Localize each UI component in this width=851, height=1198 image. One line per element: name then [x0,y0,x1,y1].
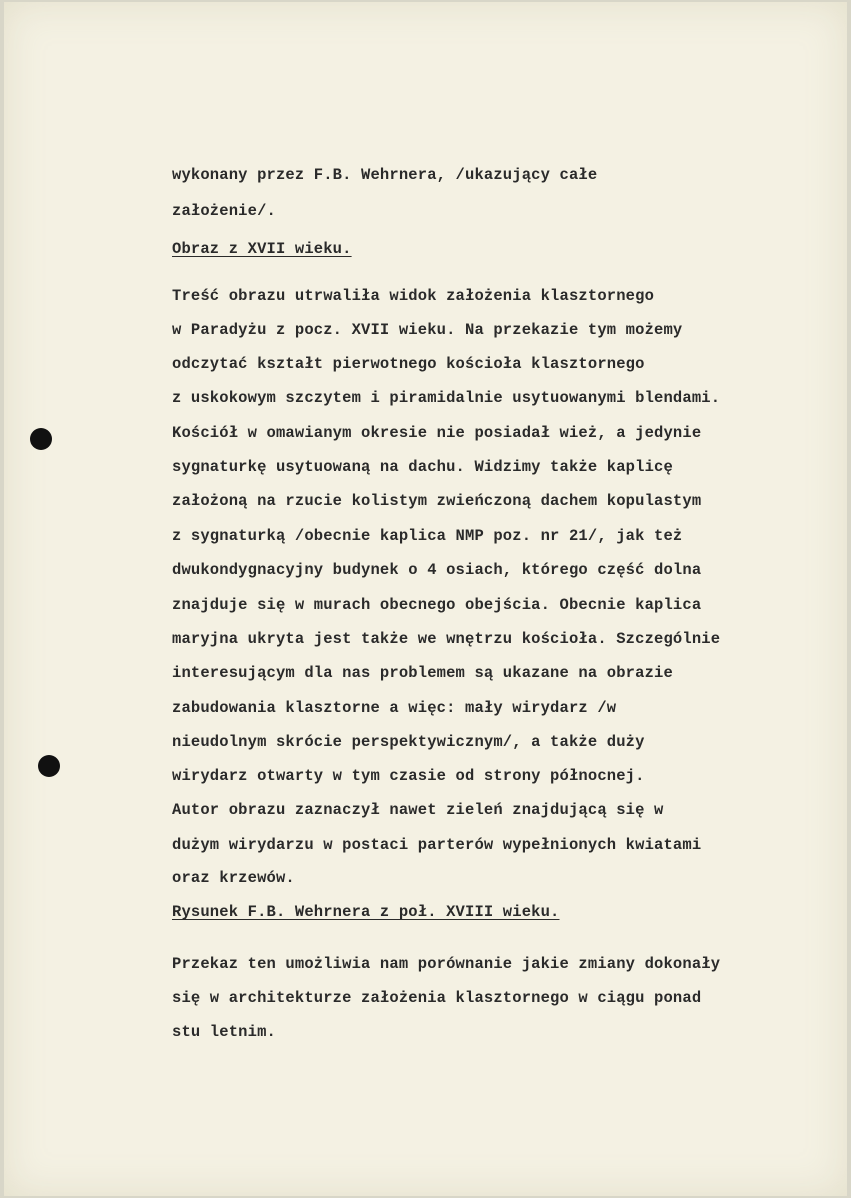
paragraph-line: znajduje się w murach obecnego obejścia. Obecnie kaplica [172,596,702,614]
paragraph-line: Kościół w omawianym okresie nie posiadał wież, a jedynie [172,424,702,442]
intro-line: wykonany przez F.B. Wehrnera, /ukazujący całe [172,166,598,184]
paragraph-line: z sygnaturką /obecnie kaplica NMP poz. nr 21/, jak też [172,527,683,545]
paragraph-line: się w architekturze założenia klasztornego w ciągu ponad [172,989,702,1007]
paragraph-line: odczytać kształt pierwotnego kościoła klasztornego [172,355,645,373]
paragraph-line: założoną na rzucie kolistym zwieńczoną dachem kopulastym [172,492,702,510]
paragraph-line: interesującym dla nas problemem są ukazane na obrazie [172,664,673,682]
paragraph-line: Treść obrazu utrwaliła widok założenia klasztornego [172,287,655,305]
paragraph-line: z uskokowym szczytem i piramidalnie usytuowanymi blendami. [172,389,721,407]
section-heading-obraz: Obraz z XVII wieku. [172,240,352,258]
paragraph-line: Przekaz ten umożliwia nam porównanie jakie zmiany dokonały [172,955,721,973]
paragraph-line: nieudolnym skrócie perspektywicznym/, a także duży [172,733,645,751]
paragraph-line: sygnaturkę usytuowaną na dachu. Widzimy także kaplicę [172,458,673,476]
paragraph-line: Autor obrazu zaznaczył nawet zieleń znajdującą się w [172,801,664,819]
paragraph-line: oraz krzewów. [172,869,295,887]
document-page [4,2,847,1196]
punch-hole-top [30,428,52,450]
paragraph-line: dwukondygnacyjny budynek o 4 osiach, którego część dolna [172,561,702,579]
punch-hole-bottom [38,755,60,777]
paragraph-line: w Paradyżu z pocz. XVII wieku. Na przekazie tym możemy [172,321,683,339]
paragraph-line: dużym wirydarzu w postaci parterów wypełnionych kwiatami [172,836,702,854]
paragraph-line: zabudowania klasztorne a więc: mały wirydarz /w [172,699,617,717]
paragraph-line: maryjna ukryta jest także we wnętrzu kościoła. Szczególnie [172,630,721,648]
intro-line: założenie/. [172,202,276,220]
section-heading-rysunek: Rysunek F.B. Wehrnera z poł. XVIII wieku. [172,903,560,921]
paragraph-line: wirydarz otwarty w tym czasie od strony północnej. [172,767,645,785]
paragraph-line: stu letnim. [172,1023,276,1041]
